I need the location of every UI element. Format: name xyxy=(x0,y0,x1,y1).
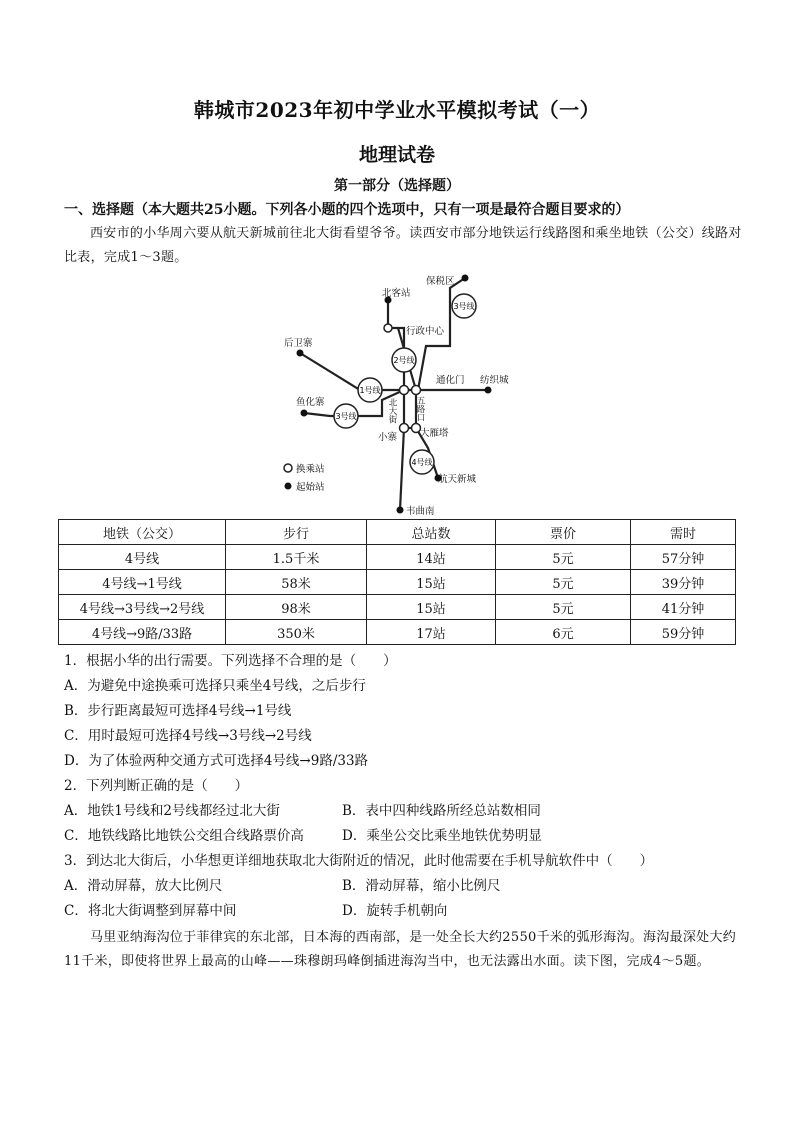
table-cell: 5元 xyxy=(496,570,631,595)
table-cell: 6元 xyxy=(496,620,631,645)
table-cell: 1.5千米 xyxy=(226,545,367,570)
table-cell: 59分钟 xyxy=(631,620,736,645)
question-2-option-c[interactable]: C．地铁线路比地铁公交组合线路票价高 xyxy=(64,828,304,844)
exam-title: 韩城市2023年初中学业水平模拟考试（一） xyxy=(193,98,601,122)
terminal-weiqunan xyxy=(397,507,404,514)
table-cell: 4号线→3号线→2号线 xyxy=(59,595,226,620)
question-1-option-c[interactable]: C．用时最短可选择4号线→3号线→2号线 xyxy=(64,728,312,744)
question-3-option-d[interactable]: D．旋转手机朝向 xyxy=(342,903,448,919)
svg-text:1号线: 1号线 xyxy=(359,386,381,395)
metro-map xyxy=(260,268,520,520)
svg-text:3号线: 3号线 xyxy=(335,412,357,421)
line-label-4 xyxy=(410,450,434,474)
table-row xyxy=(59,545,736,570)
station-label-weiqunan: 韦曲南 xyxy=(406,506,435,517)
question-3-option-b[interactable]: B．滑动屏幕，缩小比例尺 xyxy=(342,878,501,894)
table-cell: 17站 xyxy=(367,620,496,645)
line-label-1 xyxy=(358,378,382,402)
table-cell: 39分钟 xyxy=(631,570,736,595)
question-1-option-a[interactable]: A．为避免中途换乘可选择只乘坐4号线，之后步行 xyxy=(64,678,366,694)
table-cell: 15站 xyxy=(367,595,496,620)
legend-transfer-label: 换乘站 xyxy=(296,464,325,475)
table-cell: 58米 xyxy=(226,570,367,595)
table-cell: 5元 xyxy=(496,545,631,570)
section-heading: 一、选择题（本大题共25小题。下列各小题的四个选项中，只有一项是最符合题目要求的） xyxy=(64,202,630,218)
table-header-cell: 步行 xyxy=(226,520,367,545)
intro-paragraph-2: 马里亚纳海沟位于菲律宾的东北部，日本海的西南部，是一处全长大约2550千米的弧形海沟。海沟最深处大约11千米，即使将世界上最高的山峰——珠穆朗玛峰倒插进海沟当中，也无法露出水面。读下图，完成4～5题。 xyxy=(64,930,737,969)
station-label-yuhuazhai: 鱼化寨 xyxy=(296,397,325,408)
table-cell: 41分钟 xyxy=(631,595,736,620)
question-1-option-d[interactable]: D．为了体验两种交通方式可选择4号线→9路/33路 xyxy=(64,753,369,769)
terminal-yuhuazhai xyxy=(301,410,308,417)
table-row xyxy=(59,570,736,595)
table-header-cell: 总站数 xyxy=(367,520,496,545)
table-cell: 350米 xyxy=(226,620,367,645)
line-label-3-north xyxy=(452,294,476,318)
table-header-cell: 票价 xyxy=(496,520,631,545)
question-2-option-b[interactable]: B．表中四种线路所经总站数相同 xyxy=(342,803,541,819)
svg-text:3号线: 3号线 xyxy=(453,302,475,311)
table-cell: 98米 xyxy=(226,595,367,620)
question-2-option-d[interactable]: D．乘坐公交比乘坐地铁优势明显 xyxy=(342,828,542,844)
station-label-hangtian: 航天新城 xyxy=(438,474,477,485)
table-cell: 4号线 xyxy=(59,545,226,570)
part-heading: 第一部分（选择题） xyxy=(334,178,460,194)
station-label-houweizhai: 后卫寨 xyxy=(284,338,313,349)
terminal-baoshuiqu xyxy=(462,275,469,282)
question-2-option-a[interactable]: A．地铁1号线和2号线都经过北大街 xyxy=(64,803,280,819)
table-cell: 5元 xyxy=(496,595,631,620)
table-cell: 4号线→1号线 xyxy=(59,570,226,595)
station-label-beikezhan: 北客站 xyxy=(382,288,411,299)
question-1-stem: 1．根据小华的出行需要。下列选择不合理的是（ ） xyxy=(64,653,397,669)
question-2-stem: 2．下列判断正确的是（ ） xyxy=(64,778,249,794)
transfer-station-xingzheng xyxy=(384,324,392,332)
station-label-beidajie: 北大街 xyxy=(387,398,397,424)
station-label-baoshuiqu: 保税区 xyxy=(426,276,455,287)
route-comparison-table xyxy=(58,519,736,645)
station-label-xingzheng: 行政中心 xyxy=(406,326,445,337)
question-3-stem: 3．到达北大街后，小华想更详细地获取北大街附近的情况，此时他需要在手机导航软件中（ ） xyxy=(64,853,654,869)
table-row xyxy=(59,620,736,645)
transfer-station-wulukou-north xyxy=(412,386,421,395)
svg-text:4号线: 4号线 xyxy=(411,458,433,467)
line-label-2 xyxy=(392,348,416,372)
station-label-tonghuamen: 通化门 xyxy=(436,375,465,386)
station-label-wulukou: 五路口 xyxy=(415,396,425,422)
transfer-station-beidajie xyxy=(400,386,409,395)
legend-terminal-symbol xyxy=(285,483,292,490)
legend-transfer-symbol xyxy=(284,464,292,472)
question-3-option-a[interactable]: A．滑动屏幕，放大比例尺 xyxy=(64,878,223,894)
table-cell: 57分钟 xyxy=(631,545,736,570)
question-1-option-b[interactable]: B．步行距离最短可选择4号线→1号线 xyxy=(64,703,292,719)
subject-title: 地理试卷 xyxy=(358,144,435,166)
line-label-3-west xyxy=(334,404,358,428)
station-label-dayanta: 大雁塔 xyxy=(420,428,449,439)
map-legend xyxy=(284,463,325,493)
transfer-station-xiaozhai xyxy=(400,424,409,433)
svg-text:2号线: 2号线 xyxy=(393,356,415,365)
table-header-cell: 需时 xyxy=(631,520,736,545)
station-label-xiaozhai: 小寨 xyxy=(378,432,398,443)
legend-terminal-label: 起始站 xyxy=(296,482,325,493)
question-3-option-c[interactable]: C．将北大街调整到屏幕中间 xyxy=(64,903,237,919)
terminal-fangzhicheng xyxy=(485,387,492,394)
table-header-cell: 地铁（公交） xyxy=(59,520,226,545)
station-label-fangzhicheng: 纺织城 xyxy=(480,375,509,386)
table-row xyxy=(59,595,736,620)
table-cell: 14站 xyxy=(367,545,496,570)
terminal-houweizhai xyxy=(297,350,304,357)
table-header-row xyxy=(59,520,736,545)
intro-paragraph-1: 西安市的小华周六要从航天新城前往北大街看望爷爷。读西安市部分地铁运行线路图和乘坐地铁（公交）线路对比表，完成1～3题。 xyxy=(64,226,742,265)
table-cell: 4号线→9路/33路 xyxy=(59,620,226,645)
table-cell: 15站 xyxy=(367,570,496,595)
